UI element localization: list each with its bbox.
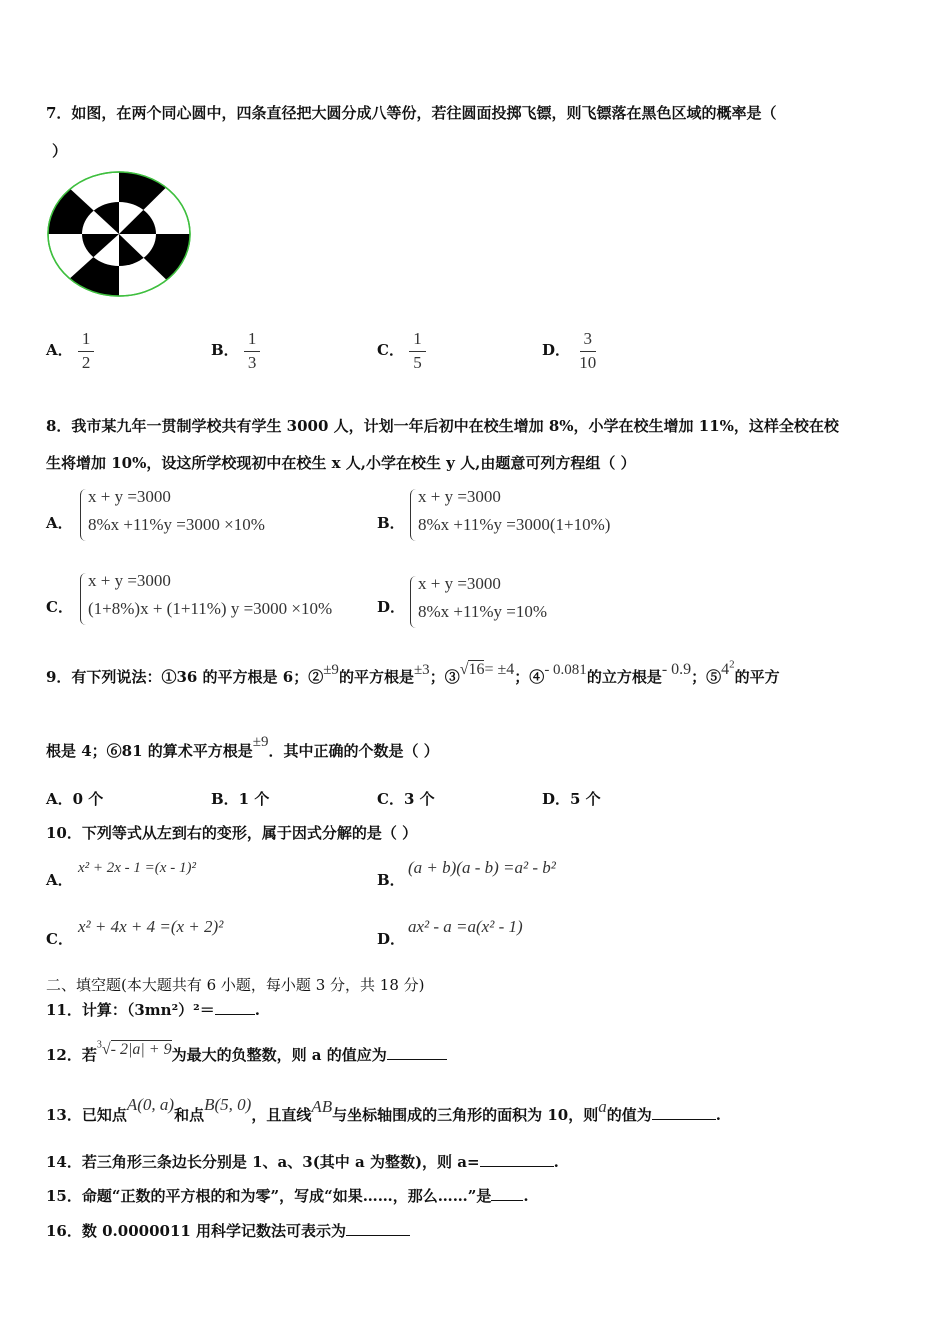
q7-option-c[interactable]: C． $\frac{1}{5}$ (377, 330, 426, 372)
q7-option-b[interactable]: B． $\frac{1}{3}$ (211, 330, 260, 372)
q9-option-c[interactable]: C．3 个 (377, 790, 435, 808)
q10-option-a-label[interactable]: A． (46, 871, 73, 889)
dartboard-figure (46, 168, 192, 300)
q16-text: 16．数 0.0000011 用科学记数法可表示为 (46, 1220, 410, 1241)
q9-option-b[interactable]: B．1 个 (211, 790, 270, 808)
q9-line1: 9．有下列说法：①36 的平方根是 6；②±9的平方根是±3；③√16= ±4；④- 0.081的立方根是- 0.9；$⑤4^2$的平方 (46, 658, 780, 686)
q8-option-d-label[interactable]: D． (377, 598, 406, 616)
q9-option-a[interactable]: A．0 个 (46, 790, 104, 808)
q10-option-b-expr: (a + b)(a - b) =a² - b² (408, 858, 556, 877)
fraction: $\frac{1}{2}$ (78, 330, 95, 372)
q9-option-d[interactable]: D．5 个 (542, 790, 601, 808)
q12-text: 12．若$^3$√- 2|a| + 9为最大的负整数，则 a 的值应为 (46, 1044, 447, 1065)
q8-line2: 生将增加 10%，设这所学校现初中在校生 x 人,小学在校生 y 人,由题意可列方程组（ ） (46, 454, 636, 472)
q13-text: 13．已知点A(0, a)和点B(5, 0)，且直线AB与坐标轴围成的三角形的面积为 10，则a的值为 . (46, 1095, 721, 1124)
fraction: $\frac{1}{3}$ (244, 330, 261, 372)
q11-text: 11．计算：（3mn²）²＝ . (46, 1001, 260, 1019)
q8-line1: 8．我市某九年一贯制学校共有学生 3000 人，计划一年后初中在校生增加 8%，小学在校生增加 11%，这样全校在校 (46, 417, 839, 435)
q15-text: 15．命题“正数的平方根的和为零”，写成“如果……，那么……”是 . (46, 1187, 529, 1205)
answer-blank[interactable] (480, 1152, 554, 1167)
fraction: $\frac{1}{5}$ (409, 330, 426, 372)
q10-option-d-expr: ax² - a =a(x² - 1) (408, 917, 523, 936)
fraction: $\frac{3}{10}$ (579, 329, 597, 372)
q10-option-c-expr: x² + 4x + 4 =(x + 2)² (78, 917, 224, 936)
answer-blank[interactable] (387, 1045, 447, 1060)
q8-option-b-label[interactable]: B． (377, 514, 405, 532)
section-title: 二、填空题(本大题共有 6 小题，每小题 3 分，共 18 分) (46, 976, 425, 994)
q8-option-c-label[interactable]: C． (46, 598, 73, 616)
q10-option-b-label[interactable]: B． (377, 871, 405, 889)
q7-option-a[interactable]: A． $\frac{1}{2}$ (46, 330, 94, 372)
answer-blank[interactable] (491, 1186, 523, 1201)
q10-option-c-label[interactable]: C． (46, 930, 73, 948)
q7-option-d[interactable]: D． $\frac{3}{10}$ (542, 330, 600, 372)
answer-blank[interactable] (652, 1105, 716, 1120)
answer-blank[interactable] (346, 1221, 410, 1236)
q7-close: ） (52, 142, 68, 160)
q9-line2: 根是 4；⑥81 的算术平方根是±9．其中正确的个数是（ ） (46, 734, 439, 760)
answer-blank[interactable] (215, 1000, 255, 1015)
q7-text: 7．如图，在两个同心圆中，四条直径把大圆分成八等份，若往圆面投掷飞镖，则飞镖落在黑色区域的概率是（ (46, 104, 777, 122)
q8-option-a-label[interactable]: A． (46, 514, 73, 532)
q10-text: 10．下列等式从左到右的变形，属于因式分解的是（ ） (46, 824, 418, 842)
q14-text: 14．若三角形三条边长分别是 1、a、3(其中 a 为整数)，则 a= . (46, 1153, 559, 1171)
q10-option-a-expr: x² + 2x - 1 =(x - 1)² (78, 860, 196, 876)
q10-option-d-label[interactable]: D． (377, 930, 406, 948)
